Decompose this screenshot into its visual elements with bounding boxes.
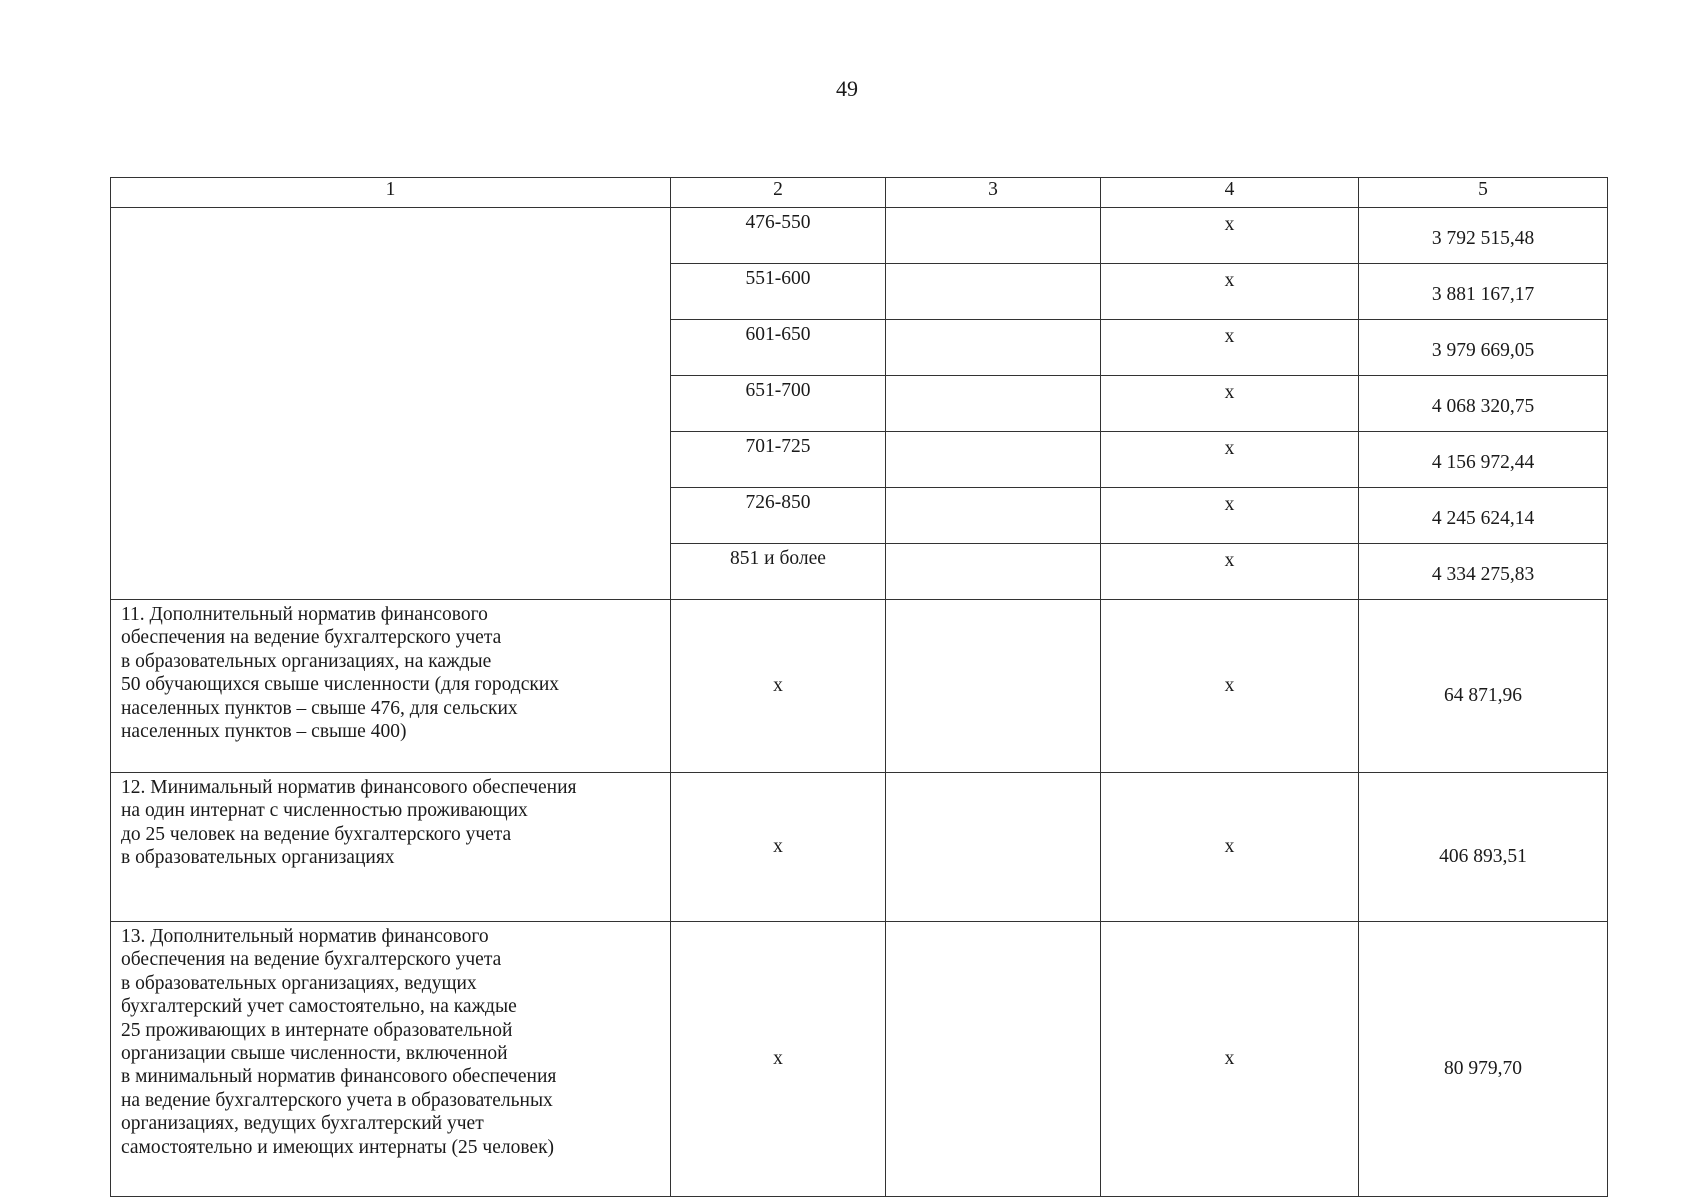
value-cell: 64 871,96 [1359, 600, 1608, 773]
empty-cell [886, 320, 1101, 376]
column-header-2: 2 [671, 178, 886, 208]
description-line: организациях, ведущих бухгалтерский учет [121, 1113, 484, 1135]
value-cell: 3 881 167,17 [1359, 264, 1608, 320]
value-cell: 3 792 515,48 [1359, 208, 1608, 264]
row-11-description [111, 600, 671, 773]
empty-cell [886, 376, 1101, 432]
x-mark-cell: x [1101, 320, 1359, 376]
description-line: 11. Дополнительный норматив финансового [121, 604, 488, 625]
column-header-1: 1 [111, 178, 671, 208]
row-13-description [111, 922, 671, 1197]
x-mark-cell: x [1101, 544, 1359, 600]
x-mark-cell: x [1101, 922, 1359, 1197]
description-line: организации свыше численности, включенной [121, 1042, 508, 1064]
value-cell: 80 979,70 [1359, 922, 1608, 1197]
value-cell: 4 334 275,83 [1359, 544, 1608, 600]
description-line: самостоятельно и имеющих интернаты (25 человек) [121, 1136, 555, 1158]
empty-cell [886, 773, 1101, 922]
description-line: населенных пунктов – свыше 476, для сельских [121, 697, 518, 719]
page-number: 49 [836, 76, 858, 101]
description-line: обеспечения на ведение бухгалтерского учета [121, 949, 502, 971]
x-mark-cell: x [671, 773, 886, 922]
row-10-description-cell [111, 208, 671, 600]
description-line: до 25 человек на ведение бухгалтерского учета [121, 823, 512, 845]
value-cell: 4 245 624,14 [1359, 488, 1608, 544]
header-row [111, 178, 1608, 208]
column-header-4: 4 [1101, 178, 1359, 208]
description-line: обеспечения на ведение бухгалтерского учета [121, 627, 502, 649]
table-row [111, 922, 1608, 1197]
range-cell: 851 и более [671, 544, 886, 600]
description-line: на один интернат с численностью проживающих [121, 800, 528, 822]
x-mark-cell: x [1101, 432, 1359, 488]
x-mark-cell: x [671, 922, 886, 1197]
empty-cell [886, 922, 1101, 1197]
range-cell: 601-650 [671, 320, 886, 376]
empty-cell [886, 432, 1101, 488]
description-line: 50 обучающихся свыше численности (для городских [121, 674, 560, 696]
range-cell: 551-600 [671, 264, 886, 320]
description-line: 25 проживающих в интернате образовательной [121, 1019, 513, 1041]
description-line: в образовательных организациях [121, 847, 395, 869]
x-mark-cell: x [1101, 600, 1359, 773]
range-cell: 701-725 [671, 432, 886, 488]
empty-cell [886, 208, 1101, 264]
table-row [111, 208, 1608, 264]
empty-cell [886, 264, 1101, 320]
value-cell: 4 068 320,75 [1359, 376, 1608, 432]
x-mark-cell: x [1101, 208, 1359, 264]
description-line: бухгалтерский учет самостоятельно, на каждые [121, 996, 517, 1018]
x-mark-cell: x [671, 600, 886, 773]
description-line: 12. Минимальный норматив финансового обеспечения [121, 777, 577, 798]
table-row [111, 773, 1608, 922]
value-cell: 3 979 669,05 [1359, 320, 1608, 376]
description-line: на ведение бухгалтерского учета в образовательных [121, 1089, 553, 1111]
empty-cell [886, 544, 1101, 600]
x-mark-cell: x [1101, 376, 1359, 432]
description-line: в образовательных организациях, ведущих [121, 972, 477, 994]
x-mark-cell: x [1101, 773, 1359, 922]
x-mark-cell: x [1101, 264, 1359, 320]
value-cell: 406 893,51 [1359, 773, 1608, 922]
range-cell: 726-850 [671, 488, 886, 544]
description-line: в минимальный норматив финансового обеспечения [121, 1066, 557, 1088]
range-cell: 651-700 [671, 376, 886, 432]
table-row [111, 600, 1608, 773]
empty-cell [886, 488, 1101, 544]
value-cell: 4 156 972,44 [1359, 432, 1608, 488]
description-line: в образовательных организациях, на каждые [121, 650, 492, 672]
column-header-5: 5 [1359, 178, 1608, 208]
column-header-3: 3 [886, 178, 1101, 208]
empty-cell [886, 600, 1101, 773]
row-12-description [111, 773, 671, 922]
range-cell: 476-550 [671, 208, 886, 264]
description-line: населенных пунктов – свыше 400) [121, 720, 407, 742]
norms-table [110, 177, 1608, 1197]
x-mark-cell: x [1101, 488, 1359, 544]
description-line: 13. Дополнительный норматив финансового [121, 926, 489, 947]
